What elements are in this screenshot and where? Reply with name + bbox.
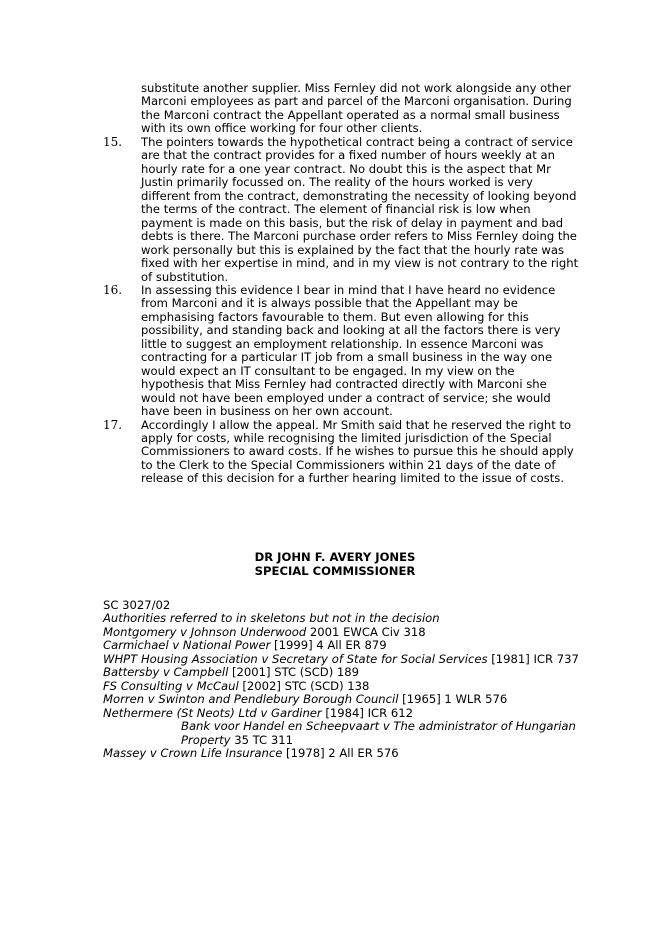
authority-citation: 35 TC 311 xyxy=(230,732,293,747)
authority-item xyxy=(103,720,581,747)
authority-item xyxy=(103,693,581,706)
authority-citation: [1981] ICR 737 xyxy=(487,651,579,666)
authority-case-name: Carmichael v National Power xyxy=(103,638,271,653)
authority-citation: [1999] 4 All ER 879 xyxy=(270,638,387,653)
authority-case-name: Nethermere (St Neots) Ltd v Gardiner xyxy=(103,705,322,720)
authority-case-name: Bank voor Handel en Scheepvaart v The administrator of Hungarian Property xyxy=(181,719,576,747)
paragraph-text: Accordingly I allow the appeal. Mr Smith said that he reserved the right to apply for costs, while recognising the limited jurisdiction of the Special Commissioners to award costs. If he wishes to pursue this he should apply to the Clerk to the Special Commissioners within 21 days of the date of release of this decision for a further hearing limited to the issue of costs. xyxy=(141,417,574,486)
authority-citation: [1965] 1 WLR 576 xyxy=(398,692,508,707)
authority-item xyxy=(103,639,581,652)
paragraph-15 xyxy=(103,136,581,284)
paragraph-16 xyxy=(103,284,581,419)
authority-item xyxy=(103,707,581,720)
commissioner-title: SPECIAL COMMISSIONER xyxy=(254,563,416,578)
authority-case-name: Montgomery v Johnson Underwood xyxy=(103,624,307,639)
continued-paragraph: substitute another supplier. Miss Fernley did not work alongside any other Marconi employees as part and parcel of the Marconi organisation. During the Marconi contract the Appellant operated as a normal small business with its own office working for four other clients. xyxy=(141,81,572,136)
case-reference: SC 3027/02 xyxy=(103,598,171,612)
paragraph-17 xyxy=(103,419,581,486)
authority-citation: 2001 EWCA Civ 318 xyxy=(306,624,426,639)
authority-item xyxy=(103,680,581,693)
paragraph-text: In assessing this evidence I bear in mind that I have heard no evidence from Marconi and it is always possible that the Appellant may be emphasising factors favourable to them. But even allowing for this possibility, and standing back and looking at all the factors there is very little to suggest an employment relationship. In essence Marconi was contracting for a particular IT job from a small business in the way one would expect an IT consultant to be engaged. In my view on the hypothesis that Miss Fernley had contracted directly with Marconi she would not have been employed under a contract of service; she would have been in business on her own account. xyxy=(141,282,561,419)
signature-block xyxy=(0,551,670,578)
authority-citation: [2002] STC (SCD) 138 xyxy=(238,678,370,693)
authority-case-name: Massey v Crown Life Insurance xyxy=(103,745,283,760)
authority-item xyxy=(103,747,581,760)
authority-citation: [1978] 2 All ER 576 xyxy=(282,745,399,760)
paragraph-number: 15. xyxy=(103,135,123,149)
authority-case-name: FS Consulting v McCaul xyxy=(103,678,239,693)
authority-item xyxy=(103,653,581,666)
authority-citation: [1984] ICR 612 xyxy=(321,705,414,720)
commissioner-name: DR JOHN F. AVERY JONES xyxy=(254,550,416,564)
authorities-heading: Authorities referred to in skeletons but not in the decision xyxy=(103,611,440,626)
authority-citation: [2001] STC (SCD) 189 xyxy=(228,665,360,680)
case-information xyxy=(103,599,581,760)
decision-paragraphs xyxy=(103,136,581,486)
authority-case-name: WHPT Housing Association v Secretary of State for Social Services xyxy=(103,651,488,666)
authority-item xyxy=(103,666,581,679)
authority-case-name: Battersby v Campbell xyxy=(103,665,229,680)
paragraph-text: The pointers towards the hypothetical contract being a contract of service are that the contract provides for a fixed number of hours weekly at an hourly rate for a one year contract. No doubt this is the aspect that Mr Justin primarily focussed on. The reality of the hours worked is very different from the contract, demonstrating the necessity of looking beyond the terms of the contract. The element of financial risk is low when payment is made on this basis, but the risk of delay in payment and bad debts is there. The Marconi purchase order refers to Miss Fernley doing the work personally but this is explained by the fact that the hourly rate was fixed with her expertise in mind, and in my view is not contrary to the right of substitution. xyxy=(141,135,579,284)
authority-item xyxy=(103,626,581,639)
paragraph-number: 16. xyxy=(103,282,123,297)
authority-case-name: Morren v Swinton and Pendlebury Borough Council xyxy=(103,692,399,707)
paragraph-number: 17. xyxy=(103,417,123,432)
